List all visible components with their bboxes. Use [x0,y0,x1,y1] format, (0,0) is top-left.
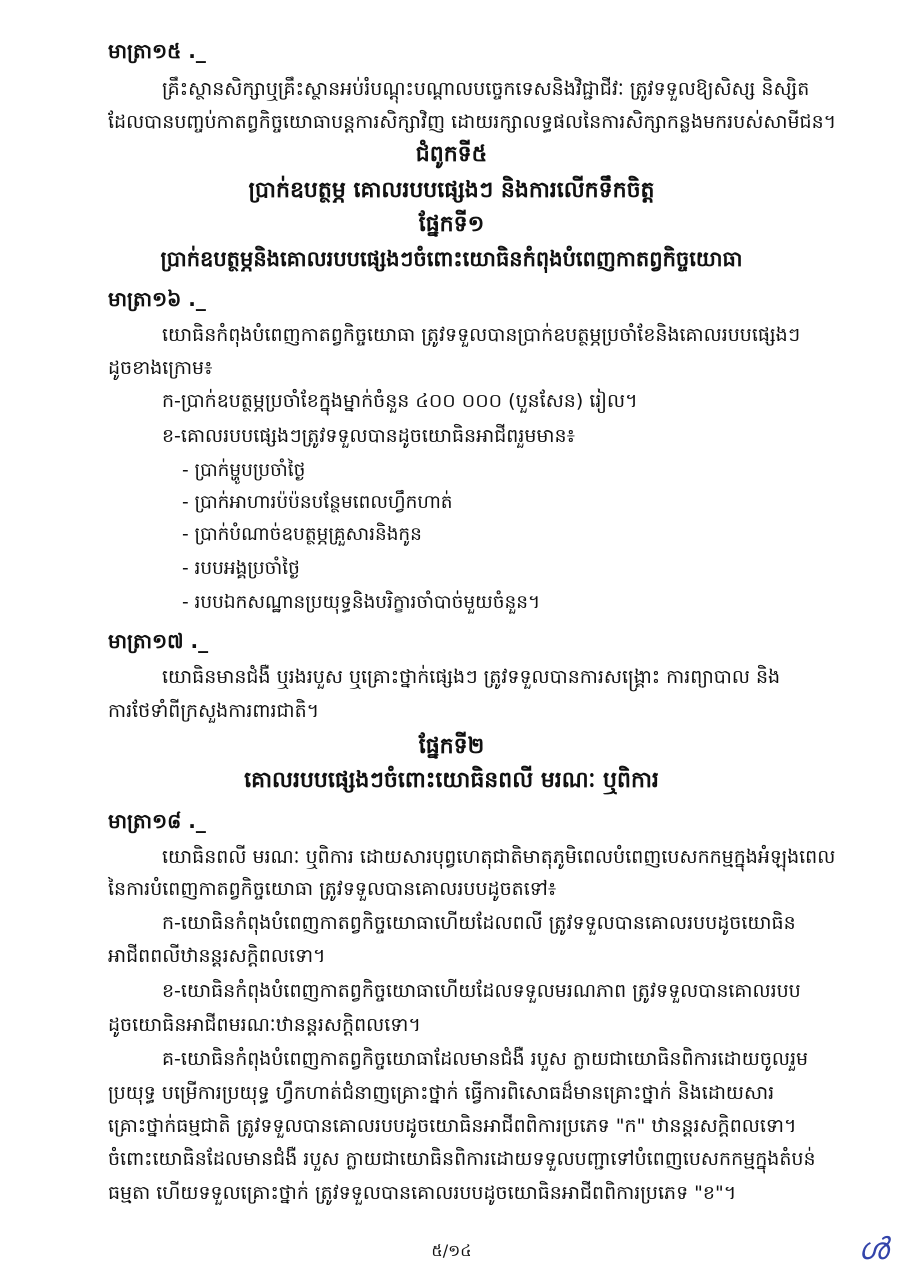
article-17-line-2: ការថែទាំពីក្រសួងការពារជាតិ។ [108,700,320,722]
article-16-line-1: យោធិនកំពុងបំពេញកាតព្វកិច្ចយោធា ត្រូវទទួលបានប្រាក់ឧបត្ថម្ភប្រចាំខែនិងគោលរបបផ្សេងៗ [162,324,801,346]
article-17-line-1: យោធិនមានជំងឺ ឬរងរបួស ឬគ្រោះថ្នាក់ផ្សេងៗ ត្រូវទទួលបានការសង្គ្រោះ ការព្យាបាល និង [162,666,781,688]
part-2-subtitle: គោលរបបផ្សេងៗចំពោះយោធិនពលី មរណៈ ឬពិការ [244,768,659,793]
article-16-line-2: ដូចខាងក្រោម៖ [108,357,213,379]
part-1-title: ផ្នែកទី១ [418,212,485,237]
handwritten-initial: ൾ [858,1232,889,1267]
article-18-item-ko-4: ចំពោះយោធិនដែលមានជំងឺ របួស ក្លាយជាយោធិនពិការដោយទទួលបញ្ជាទៅបំពេញបេសកកម្មក្នុងតំបន់ [108,1148,816,1170]
article-17-title: មាត្រា១៧ ._ [108,629,209,653]
article-18-item-ka-2: អាជីពពលីឋានន្តរសក្តិពលទោ។ [108,945,326,967]
article-18-item-kha-1: ខ-យោធិនកំពុងបំពេញកាតព្វកិច្ចយោធាហើយដែលទទួលមរណភាព ត្រូវទទួលបានគោលរបប [162,980,801,1002]
article-16-bullet-2: - ប្រាក់អាហារប៉ប៉នបន្ថែមពេលហ្វឹកហាត់ [182,492,453,513]
article-18-item-ko-3: គ្រោះថ្នាក់ធម្មជាតិ ត្រូវទទួលបានគោលរបបដូចយោធិនអាជីពពិការប្រភេទ "ក" ឋានន្តរសក្តិពលទោ។ [108,1115,797,1137]
article-16-bullet-4: - របបអង្គប្រចាំថ្ងៃ [182,558,300,579]
article-16-title: មាត្រា១៦ ._ [108,287,206,311]
article-18-line-1: យោធិនពលី មរណៈ ឬពិការ ដោយសារបុព្វហេតុជាតិមាតុភូមិពេលបំពេញបេសកកម្មក្នុងអំឡុងពេល [162,846,836,868]
article-16-item-kha: ខ-គោលរបបផ្សេងៗត្រូវទទួលបានដូចយោធិនអាជីពរួមមាន៖ [162,425,575,447]
article-18-item-ko-1: គ-យោធិនកំពុងបំពេញកាតព្វកិច្ចយោធាដែលមានជំងឺ របួស ក្លាយជាយោធិនពិការដោយចូលរួម [162,1048,809,1070]
article-18-item-kha-2: ដូចយោធិនអាជីពមរណៈឋានន្តរសក្តិពលទោ។ [108,1014,421,1036]
article-18-item-ka-1: ក-យោធិនកំពុងបំពេញកាតព្វកិច្ចយោធាហើយដែលពលី ត្រូវទទួលបានគោលរបបដូចយោធិន [162,912,796,934]
page-number: ៥/១៤ [431,1241,472,1260]
article-15-line-2: ដែលបានបញ្ចប់កាតព្វកិច្ចយោធាបន្តការសិក្សាវិញ ដោយរក្សាលទ្ធផលនៃការសិក្សាកន្លងមករបស់សាមីជន។ [108,111,837,133]
article-15-line-1: គ្រឹះស្ថានសិក្សាឬគ្រឹះស្ថានអប់រំបណ្ដុះបណ្ដាលបច្ចេកទេសនិងវិជ្ជាជីវៈ ត្រូវទទួលឱ្យសិស្ស និស្សិត [162,78,810,100]
article-15-title: មាត្រា១៥ ._ [108,39,206,63]
article-16-bullet-5: - របបឯកសណ្ឋានប្រយុទ្ធនិងបរិក្ខារចាំបាច់មួយចំនួន។ [182,592,541,613]
article-16-item-ka: ក-ប្រាក់ឧបត្ថម្ភប្រចាំខែក្នុងម្នាក់ចំនួន ៤០០ ០០០ (បួនសែន) រៀល។ [162,390,638,412]
chapter-5-title: ជំពូកទី៥ [415,142,488,167]
article-16-bullet-1: - ប្រាក់ម្ហូបប្រចាំថ្ងៃ [182,460,306,481]
article-18-item-ko-5: ធម្មតា ហើយទទួលគ្រោះថ្នាក់ ត្រូវទទួលបានគោលរបបដូចយោធិនអាជីពពិការប្រភេទ "ខ"។ [108,1182,737,1204]
chapter-5-subtitle: ប្រាក់ឧបត្ថម្ភ គោលរបបផ្សេងៗ និងការលើកទឹកចិត្ត [248,178,655,203]
article-16-bullet-3: - ប្រាក់បំណាច់ឧបត្ថម្ភគ្រួសារនិងកូន [182,524,422,545]
part-2-title: ផ្នែកទី២ [418,734,485,759]
article-18-line-2: នៃការបំពេញកាតព្វកិច្ចយោធា ត្រូវទទួលបានគោលរបបដូចតទៅ៖ [108,878,557,900]
part-1-subtitle: ប្រាក់ឧបត្ថម្ភនិងគោលរបបផ្សេងៗចំពោះយោធិនកំពុងបំពេញកាតព្វកិច្ចយោធា [160,247,743,271]
article-18-item-ko-2: ប្រយុទ្ធ បម្រើការប្រយុទ្ធ ហ្វឹកហាត់ជំនាញគ្រោះថ្នាក់ ធ្វើការពិសោធដ៏មានគ្រោះថ្នាក់ និងដោយសារ [108,1082,775,1104]
article-18-title: មាត្រា១៨ ._ [108,809,206,833]
